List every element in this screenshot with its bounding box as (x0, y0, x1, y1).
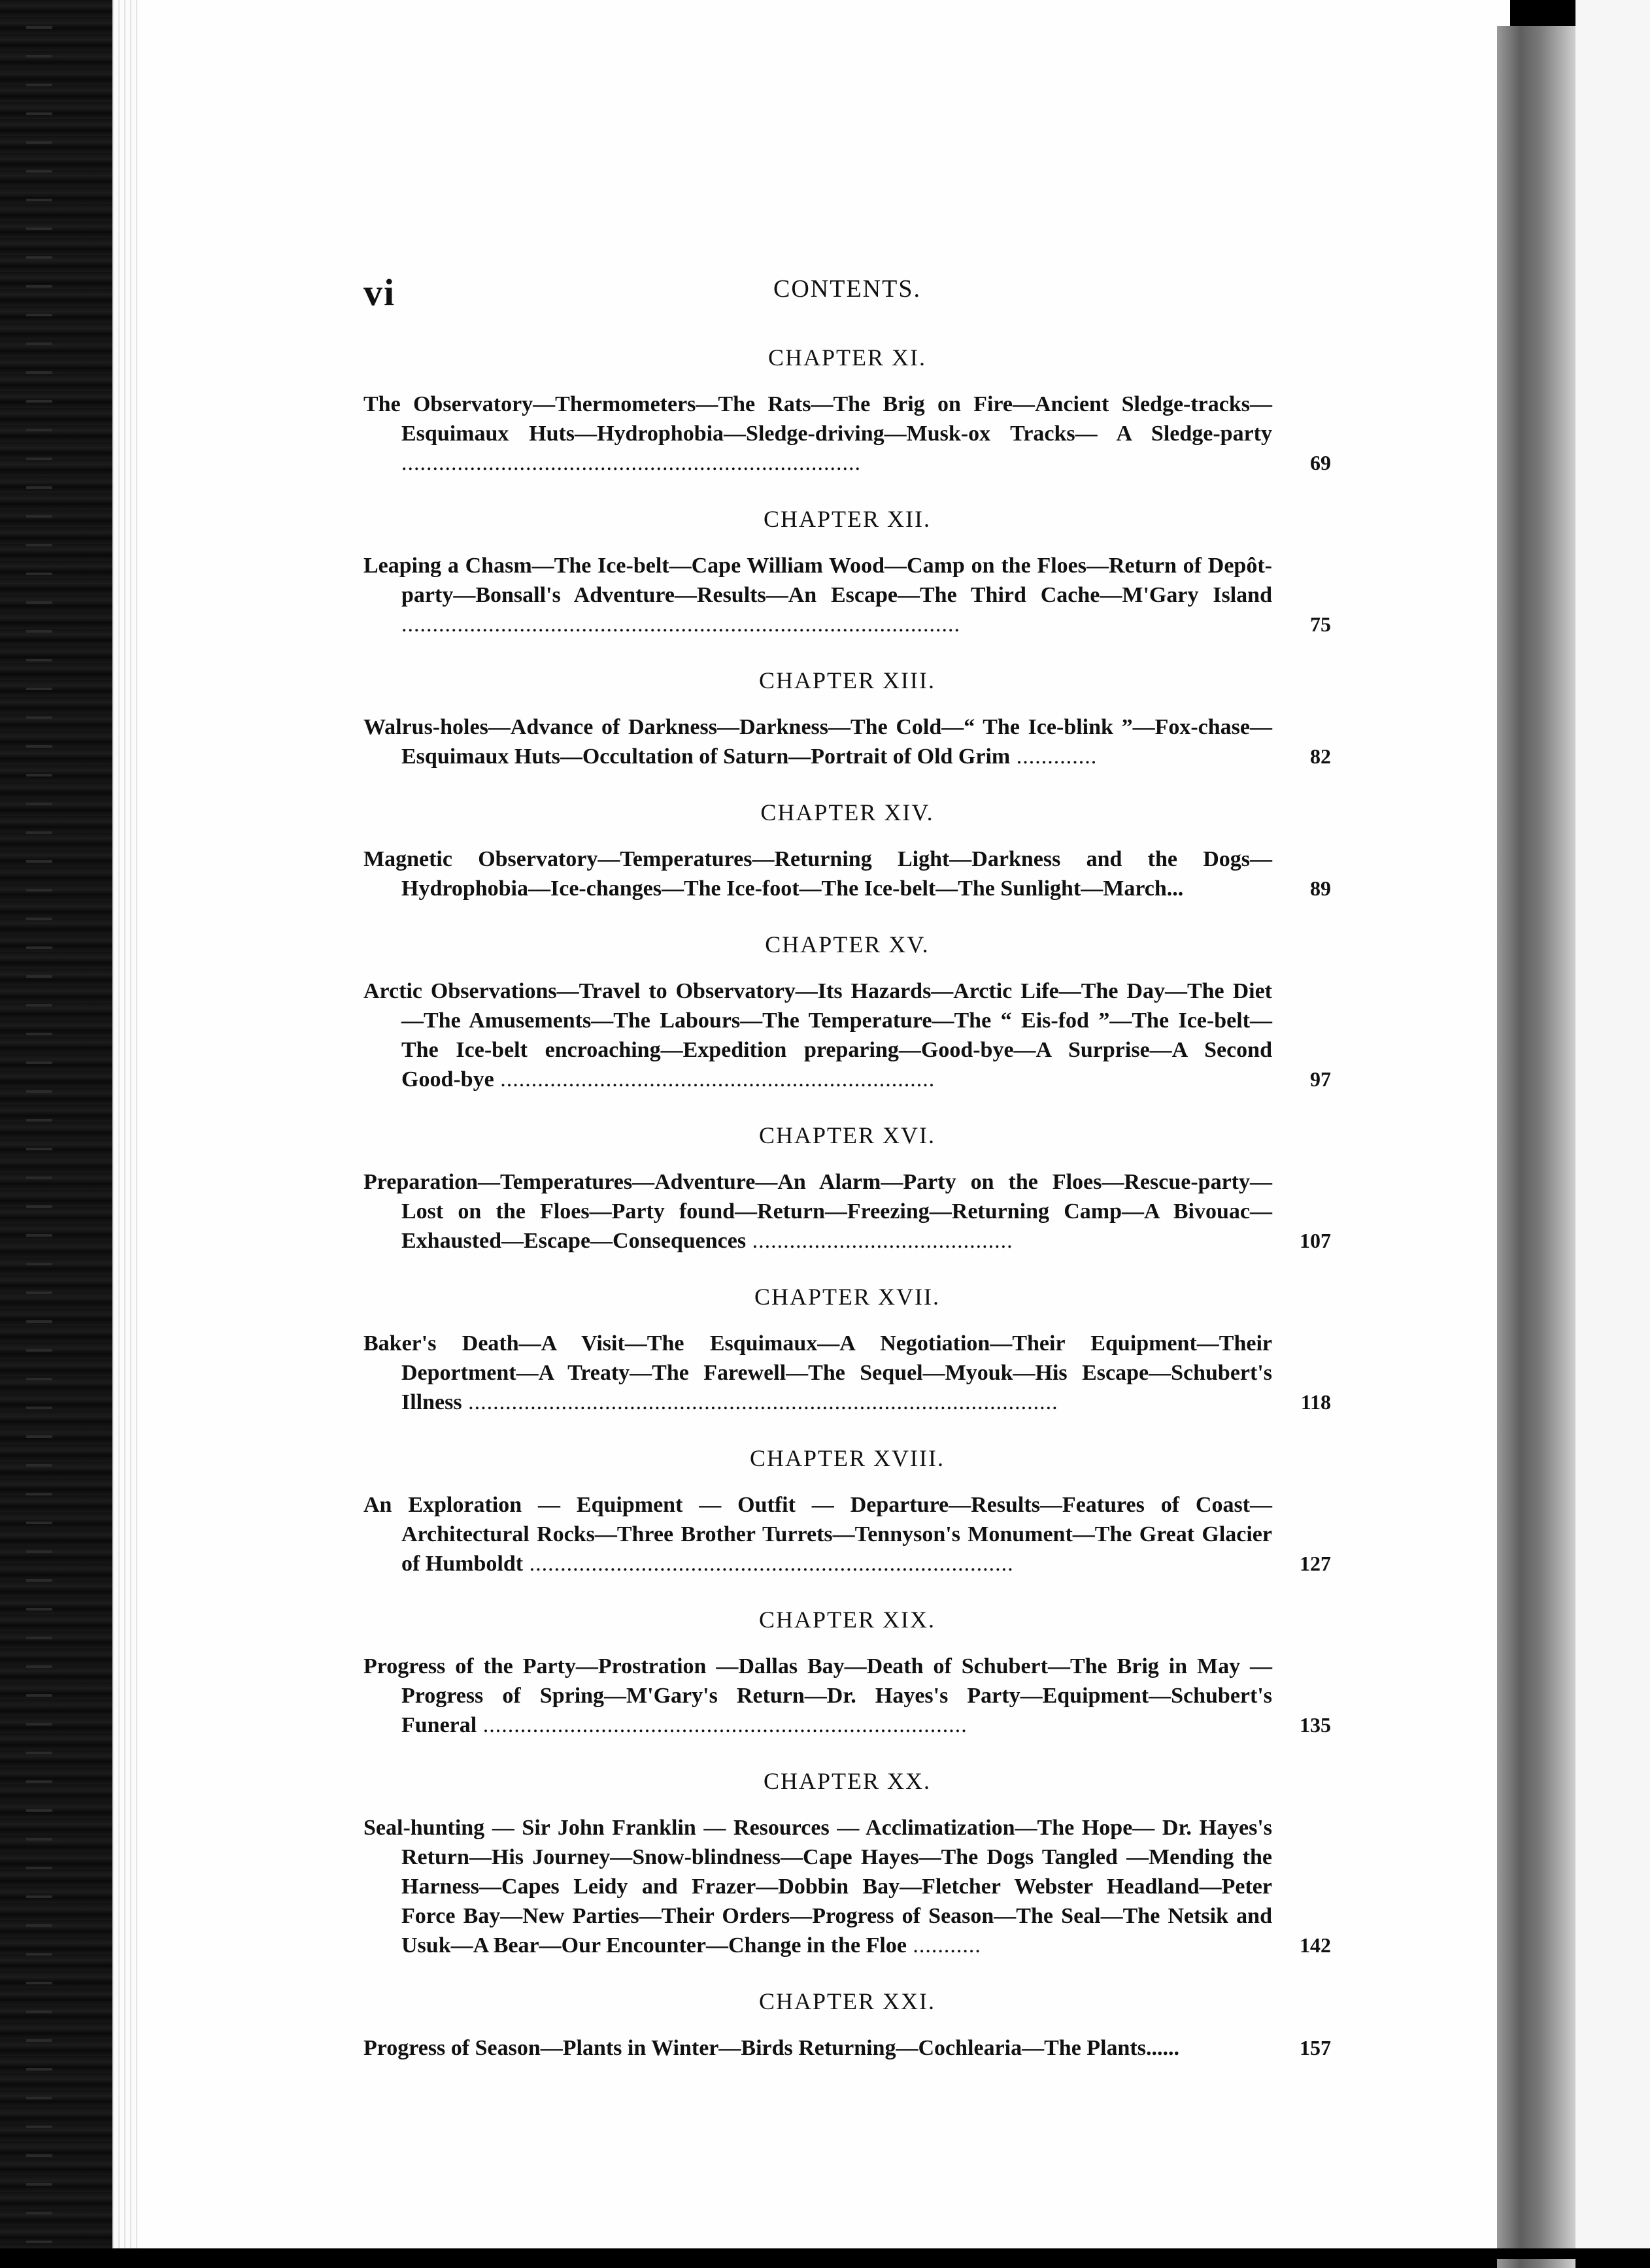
toc-entry (363, 2033, 1331, 2063)
chapter-heading: CHAPTER XIV. (760, 799, 934, 825)
running-head: CONTENTS. (773, 275, 921, 303)
chapter-summary: Arctic Observations—Travel to Observatory—Its Hazards—Arctic Life—The Day—The Diet—The Amusements—The Labours—The Temperature—The “ Eis-fod ”—The Ice-belt—The Ice-belt encroaching—Expedition preparing—Good-bye—A Surprise—A Second Good-bye (363, 979, 1272, 1092)
toc-entry: Preparation—Temperatures—Adventure—An Alarm—Party on the Floes—Rescue-party—Lost on the Floes—Party found—Return—Freezing—Returning Camp—A Bivouac—Exhausted—Escape—Consequences .......................................... 107 (363, 1167, 1331, 1256)
page-number: 89 (1310, 876, 1331, 900)
toc-entry: Leaping a Chasm—The Ice-belt—Cape William Wood—Camp on the Floes—Return of Depôt-party—Bonsall's Adventure—Results—An Escape—The Third Cache—M'Gary Island .......................................................................................... 75 (363, 551, 1331, 639)
toc-chapter (363, 1441, 1331, 1578)
chapter-summary: The Observatory—Thermometers—The Rats—The Brig on Fire—Ancient Sledge-tracks—Esquimaux Huts—Hydrophobia—Sledge-driving—Musk-ox Tracks— A Sledge-party (363, 392, 1272, 446)
page-edge-lines (112, 0, 139, 2248)
page-folio: vi (363, 271, 396, 314)
chapter-summary: Preparation—Temperatures—Adventure—An Alarm—Party on the Floes—Rescue-party—Lost on the Floes—Party found—Return—Freezing—Returning Camp—A Bivouac—Exhausted—Escape—Consequences (363, 1170, 1272, 1253)
toc-entry: Arctic Observations—Travel to Observatory—Its Hazards—Arctic Life—The Day—The Diet—The Amusements—The Labours—The Temperature—The “ Eis-fod ”—The Ice-belt—The Ice-belt encroaching—Expedition preparing—Good-bye—A Surprise—A Second Good-bye ...................................................................... 97 (363, 976, 1331, 1094)
chapter-summary: Baker's Death—A Visit—The Esquimaux—A Negotiation—Their Equipment—Their Deportment—A Treaty—The Farewell—The Sequel—Myouk—His Escape—Schubert's Illness (363, 1331, 1272, 1414)
page-number: 127 (1300, 1552, 1331, 1575)
chapter-heading: CHAPTER XIX. (758, 1607, 935, 1633)
toc-entry (363, 844, 1331, 903)
toc-entry: Walrus-holes—Advance of Darkness—Darkness—The Cold—“ The Ice-blink ”—Fox-chase—Esquimaux Huts—Occultation of Saturn—Portrait of Old Grim ............. 82 (363, 712, 1331, 771)
page-number: 69 (1310, 451, 1331, 475)
toc-chapter (363, 927, 1331, 1094)
page-header (363, 261, 1331, 314)
chapter-heading: CHAPTER XVII. (754, 1284, 940, 1310)
page-number: 157 (1300, 2036, 1331, 2060)
toc-chapter (363, 1763, 1331, 1960)
page-number: 82 (1310, 744, 1331, 768)
page-number: 142 (1300, 1933, 1331, 1957)
chapter-heading: CHAPTER XVI. (758, 1122, 935, 1148)
page-number: 118 (1300, 1390, 1331, 1414)
chapter-summary: Progress of Season—Plants in Winter—Birds Returning—Cochlearia—The Plants...... (363, 2036, 1179, 2060)
scan-bottom-border (0, 2248, 1650, 2259)
toc-chapter (363, 1602, 1331, 1740)
chapter-heading: CHAPTER XXI. (758, 1988, 935, 2014)
toc-chapter (363, 795, 1331, 903)
toc-entry: Baker's Death—A Visit—The Esquimaux—A Negotiation—Their Equipment—Their Deportment—A Treaty—The Farewell—The Sequel—Myouk—His Escape—Schubert's Illness ............................................................................................... 118 (363, 1329, 1331, 1417)
toc-chapter (363, 1279, 1331, 1417)
page-number: 107 (1300, 1229, 1331, 1252)
toc-chapter (363, 663, 1331, 771)
page-number: 75 (1310, 612, 1331, 636)
page-number: 135 (1300, 1713, 1331, 1737)
chapter-heading: CHAPTER XVIII. (750, 1445, 945, 1471)
chapter-heading: CHAPTER XV. (765, 931, 930, 958)
toc-chapter (363, 1118, 1331, 1256)
chapter-summary: Seal-hunting — Sir John Franklin — Resources — Acclimatization—The Hope— Dr. Hayes's Return—His Journey—Snow-blindness—Cape Hayes—The Dogs Tangled —Mending the Harness—Capes Leidy and Frazer—Dobbin Bay—Fletcher Webster Headland—Peter Force Bay—New Parties—Their Orders—Progress of Season—The Seal—The Netsik and Usuk—A Bear—Our Encounter—Change in the Floe (363, 1816, 1272, 1958)
chapter-heading: CHAPTER XX. (763, 1768, 932, 1794)
toc-chapter (363, 340, 1331, 478)
chapter-heading: CHAPTER XIII. (759, 667, 935, 693)
page-number: 97 (1310, 1067, 1331, 1091)
page-gutter-shadow (1497, 26, 1575, 2268)
chapter-heading: CHAPTER XI. (767, 344, 926, 371)
chapter-summary: Progress of the Party—Prostration —Dallas Bay—Death of Schubert—The Brig in May —Progress of Spring—M'Gary's Return—Dr. Hayes's Party—Equipment—Schubert's Funeral (363, 1654, 1272, 1737)
table-of-contents (363, 340, 1331, 2063)
toc-chapter (363, 1984, 1331, 2063)
book-binding-edge (0, 0, 112, 2259)
toc-entry: Seal-hunting — Sir John Franklin — Resources — Acclimatization—The Hope— Dr. Hayes's Return—His Journey—Snow-blindness—Cape Hayes—The Dogs Tangled —Mending the Harness—Capes Leidy and Frazer—Dobbin Bay—Fletcher Webster Headland—Peter Force Bay—New Parties—Their Orders—Progress of Season—The Seal—The Netsik and Usuk—A Bear—Our Encounter—Change in the Floe ........... 142 (363, 1813, 1331, 1960)
toc-entry: An Exploration — Equipment — Outfit — Departure—Results—Features of Coast—Architectural Rocks—Three Brother Turrets—Tennyson's Monument—The Great Glacier of Humboldt .............................................................................. 127 (363, 1490, 1331, 1578)
chapter-heading: CHAPTER XII. (764, 506, 931, 532)
toc-entry: Progress of the Party—Prostration —Dallas Bay—Death of Schubert—The Brig in May —Progress of Spring—M'Gary's Return—Dr. Hayes's Party—Equipment—Schubert's Funeral .............................................................................. 135 (363, 1652, 1331, 1740)
chapter-summary: Magnetic Observatory—Temperatures—Returning Light—Darkness and the Dogs—Hydrophobia—Ice-changes—The Ice-foot—The Ice-belt—The Sunlight—March... (363, 847, 1272, 901)
chapter-summary: An Exploration — Equipment — Outfit — Departure—Results—Features of Coast—Architectural Rocks—Three Brother Turrets—Tennyson's Monument—The Great Glacier of Humboldt (363, 1493, 1272, 1576)
toc-entry: The Observatory—Thermometers—The Rats—The Brig on Fire—Ancient Sledge-tracks—Esquimaux Huts—Hydrophobia—Sledge-driving—Musk-ox Tracks— A Sledge-party .......................................................................... 69 (363, 390, 1331, 478)
facing-page-edge (1575, 0, 1650, 2259)
chapter-summary: Walrus-holes—Advance of Darkness—Darkness—The Cold—“ The Ice-blink ”—Fox-chase—Esquimaux Huts—Occultation of Saturn—Portrait of Old Grim (363, 715, 1272, 769)
chapter-summary: Leaping a Chasm—The Ice-belt—Cape William Wood—Camp on the Floes—Return of Depôt-party—Bonsall's Adventure—Results—An Escape—The Third Cache—M'Gary Island (363, 554, 1272, 607)
toc-chapter (363, 501, 1331, 639)
